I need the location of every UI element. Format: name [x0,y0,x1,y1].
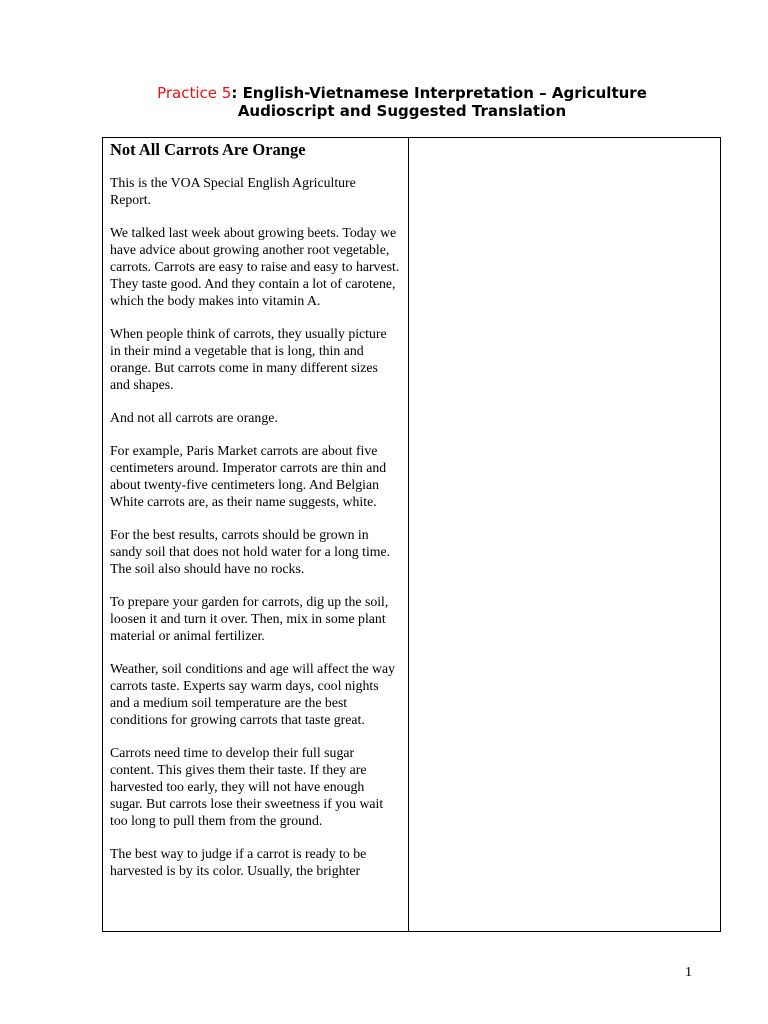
header-title-line [102,84,702,102]
paragraph: And not all carrots are orange. [110,410,278,425]
paragraph: To prepare your garden for carrots, dig up the soil, loosen it and turn it over. Then, mix in some plant material or animal fertilizer. [110,594,389,643]
paragraph: When people think of carrots, they usually picture in their mind a vegetable that is long, thin and orange. But carrots come in many different sizes and shapes. [110,326,387,392]
paragraph: Weather, soil conditions and age will affect the way carrots taste. Experts say warm days, cool nights and a medium soil temperature are the best conditions for growing carrots that taste great. [110,661,396,727]
header-subtitle: Audioscript and Suggested Translation [237,102,567,120]
vietnamese-translation-column [409,138,720,931]
paragraph: This is the VOA Special English Agriculture Report. [110,175,356,207]
paragraph: The best way to judge if a carrot is ready to be harvested is by its color. Usually, the brighter [110,846,367,878]
paragraph: For the best results, carrots should be grown in sandy soil that does not hold water for a long time. The soil also should have no rocks. [110,527,391,576]
paragraph: Carrots need time to develop their full sugar content. This gives them their taste. If they are harvested too early, they will not have enough sugar. But carrots lose their sweetness if you wait too long to pull them from the ground. [110,745,384,828]
practice-label: Practice 5 [157,84,232,102]
article-title: Not All Carrots Are Orange [110,140,306,159]
paragraph: We talked last week about growing beets. Today we have advice about growing another root vegetable, carrots. Carrots are easy to raise and easy to harvest. They taste good. And they contain a lot of carotene, which the body makes into vitamin A. [110,225,400,308]
english-column [110,140,400,930]
page-number: 1 [685,965,692,980]
header-title: : English-Vietnamese Interpretation – Agriculture [231,84,647,102]
document-header [102,84,702,120]
paragraph: For example, Paris Market carrots are about five centimeters around. Imperator carrots are thin and about twenty-five centimeters long. And Belgian White carrots are, as their name suggests, white. [110,443,387,509]
translation-table [102,137,721,932]
